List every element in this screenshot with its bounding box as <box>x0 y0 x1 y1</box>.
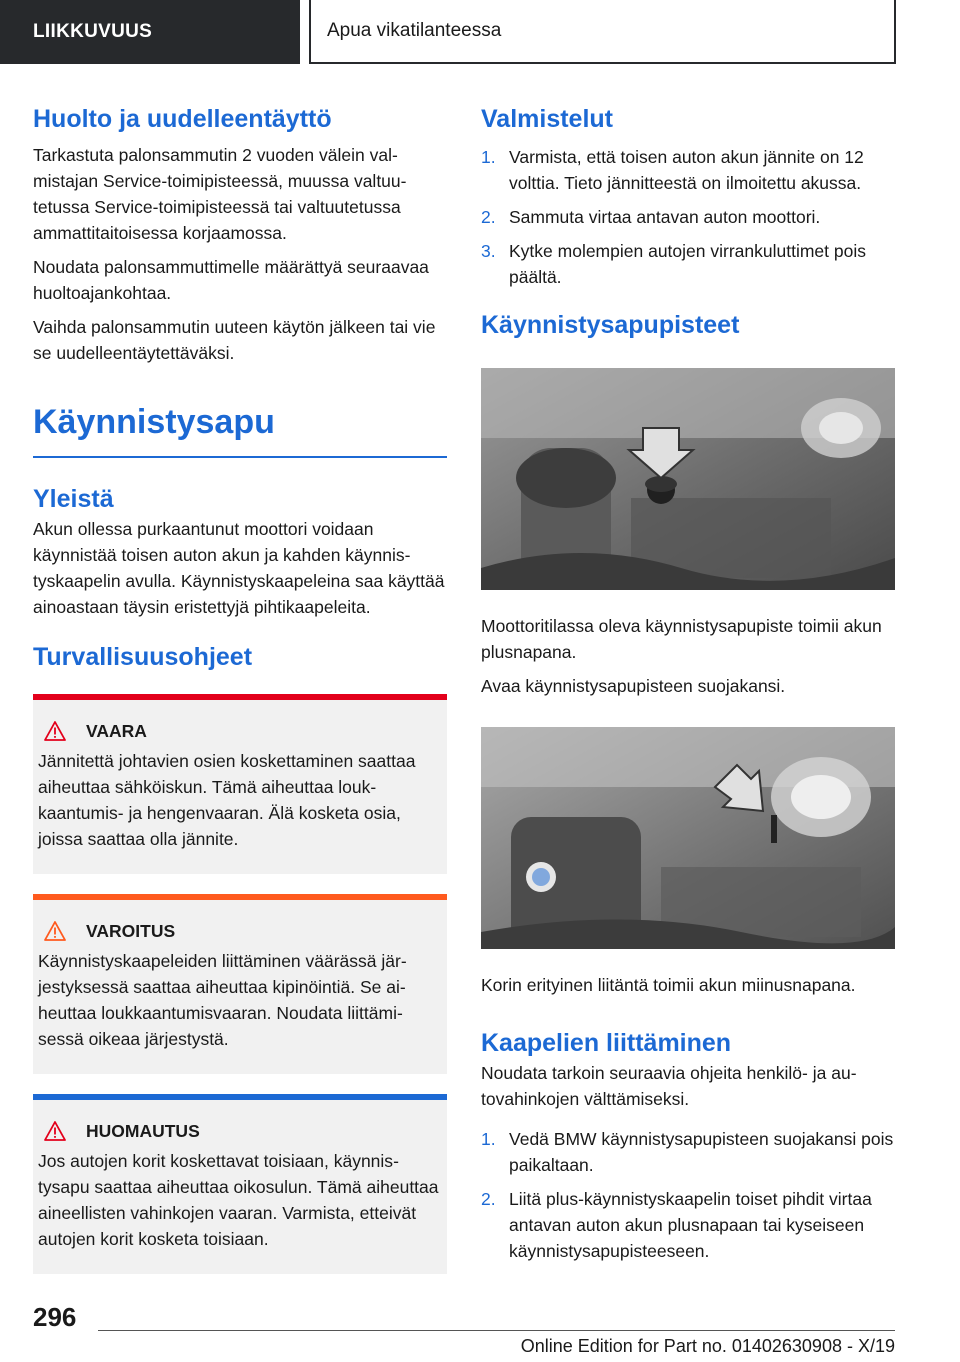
warning-triangle-icon <box>44 1121 66 1141</box>
maintenance-heading: Huolto ja uudelleentäyttö <box>33 105 332 133</box>
caution-bar <box>33 1094 447 1100</box>
preparation-steps <box>481 144 895 290</box>
jump-points-heading: Käynnistysapupisteet <box>481 311 740 339</box>
warning-triangle-icon <box>44 921 66 941</box>
danger-text: Jännitettä johtavien osien koskettaminen saattaa aiheuttaa sähköiskun. Tämä aiheuttaa loukkaantumis- ja hengenvaaran. Älä kosketa osia, joissa saattaa olla jännite. <box>38 751 416 849</box>
engine-bay-photo-positive-terminal <box>481 368 895 590</box>
danger-bar <box>33 694 447 700</box>
edition-text: Online Edition for Part no. 01402630908 - X/19 <box>520 1336 895 1356</box>
page-header <box>0 0 960 66</box>
heading-rule <box>33 456 447 458</box>
maintenance-paragraph-3: Vaihda palonsammutin uuteen käytön jälkeen tai vie se uudelleentäytettäväksi. <box>33 317 436 363</box>
jump-points-paragraph-3: Korin erityinen liitäntä toimii akun miinusnapana. <box>481 975 856 995</box>
danger-notice <box>33 694 447 874</box>
warning-notice <box>33 894 447 1074</box>
danger-title: VAARA <box>86 720 147 741</box>
jump-points-paragraph-1: Moottoritilassa oleva käynnistysapupiste toimii akun plusnapana. <box>481 616 882 662</box>
maintenance-paragraph-2: Noudata palonsammuttimelle määrättyä seuraavaa huoltoajankohtaa. <box>33 257 429 303</box>
jumpstart-heading: Käynnistysapu <box>33 403 275 441</box>
list-item: 1. Varmista, että toisen auton akun jännite on 12 volttia. Tieto jännitteestä on ilmoitettu akussa. <box>481 147 864 193</box>
list-item: 2. Sammuta virtaa antavan auton moottori. <box>481 207 821 227</box>
footer-rule <box>98 1330 895 1331</box>
caution-text: Jos autojen korit koskettavat toisiaan, käynnistysapu saattaa aiheuttaa oikosulun. Tämä aiheuttaa aineellisten vahinkojen vaaran. Varmista, etteivät autojen korit kosketa toisiaan. <box>38 1151 439 1249</box>
warning-triangle-icon <box>44 721 66 741</box>
safety-heading: Turvallisuusohjeet <box>33 643 253 671</box>
general-paragraph: Akun ollessa purkaantunut moottori voidaan käynnistää toisen auton akun ja kahden käynnistyskaapelin avulla. Käynnistyskaapeleina saa käyttää ainoastaan täysin eristettyjä pihtikaapeleita. <box>33 519 445 617</box>
right-column <box>481 104 895 1272</box>
chapter-label: Apua vikatilanteessa <box>311 0 896 64</box>
left-column <box>33 104 447 1294</box>
cables-steps <box>481 1126 895 1264</box>
section-label: LIIKKUVUUS <box>0 0 300 64</box>
list-item: 1. Vedä BMW käynnistysapupisteen suojakansi pois paikaltaan. <box>481 1129 894 1175</box>
engine-bay-photo-ground-point <box>481 727 895 949</box>
warning-text: Käynnistyskaapeleiden liittäminen väärässä järjestyksessä saattaa aiheuttaa kipinöintiä. Se aiheuttaa loukkaantumisvaaran. Noudata liittämisessä oikeaa järjestystä. <box>38 951 407 1049</box>
page-number: 296 <box>33 1302 77 1332</box>
warning-bar <box>33 894 447 900</box>
list-item: 3. Kytke molempien autojen virrankuluttimet pois päältä. <box>481 241 866 287</box>
jump-points-paragraph-2: Avaa käynnistysapupisteen suojakansi. <box>481 676 786 696</box>
caution-notice <box>33 1094 447 1274</box>
preparation-heading: Valmistelut <box>481 105 613 133</box>
cables-paragraph: Noudata tarkoin seuraavia ohjeita henkilö- ja autovahinkojen välttämiseksi. <box>481 1063 857 1109</box>
warning-title: VAROITUS <box>86 920 176 941</box>
maintenance-paragraph-1: Tarkastuta palonsammutin 2 vuoden välein valmistajan Service-toimipisteessä, muussa valtuutetussa Service-toimipisteessä tai valtuutetussa ammattitaitoisessa korjaamossa. <box>33 145 407 243</box>
list-item: 2. Liitä plus-käynnistyskaapelin toiset pihdit virtaa antavan auton akun plusnapaan tai kyseiseen käynnistysapupisteeseen. <box>481 1189 872 1261</box>
caution-title: HUOMAUTUS <box>86 1120 200 1141</box>
cables-heading: Kaapelien liittäminen <box>481 1029 732 1057</box>
general-heading: Yleistä <box>33 485 114 513</box>
